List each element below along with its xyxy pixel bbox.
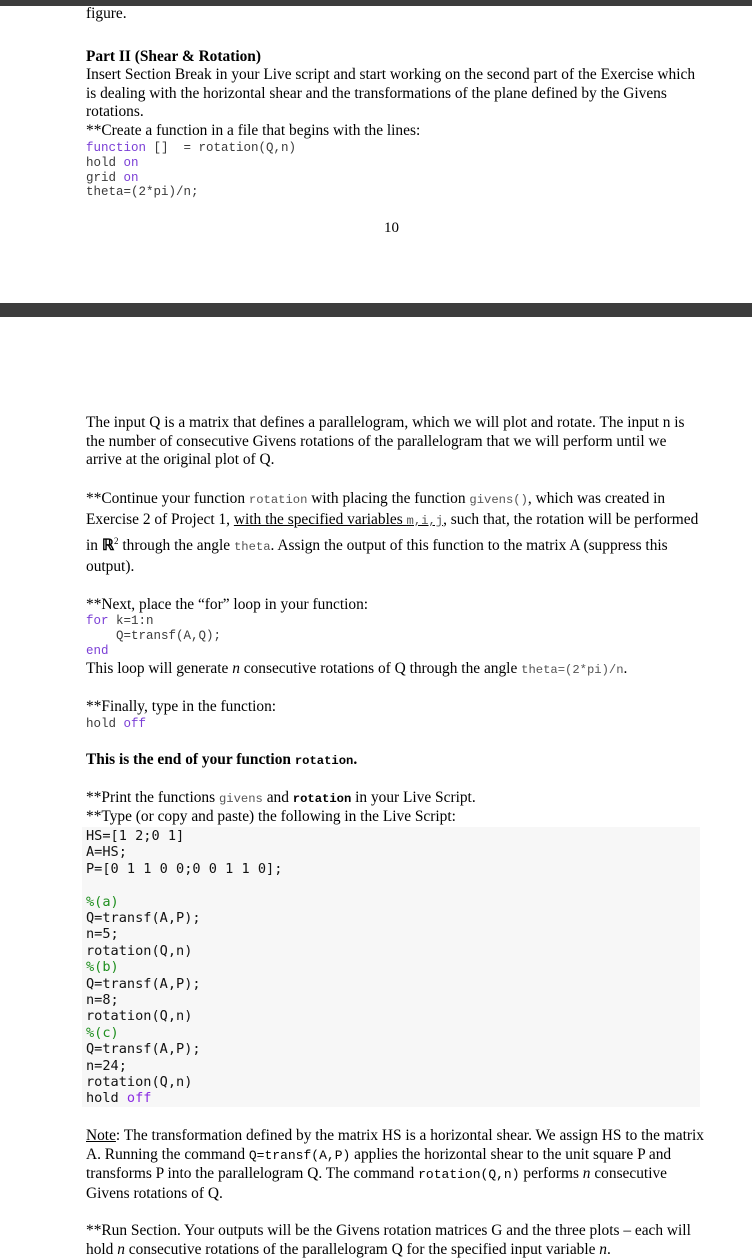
note-code-rotation: rotation(Q,n) (418, 1167, 520, 1182)
for-range: k=1:n (108, 614, 154, 629)
run-n2: n (599, 1240, 607, 1258)
continue-underlined-text: with the specified variables (233, 511, 407, 528)
continue-givens-code: givens() (469, 492, 528, 507)
code-line: Q=transf(A,P); (86, 910, 201, 927)
end-note-code: rotation (294, 754, 354, 769)
note-code-transf: Q=transf(A,P) (248, 1147, 351, 1163)
print-text-c: in your Live Script. (351, 788, 476, 806)
page-11-content (86, 414, 706, 827)
loop-text-b: consecutive rotations of Q through the angle (239, 659, 522, 677)
for-body: Q=transf(A,Q); (86, 628, 222, 643)
code-comment-line: %(a) (86, 893, 119, 910)
code-line: A=HS; (86, 844, 127, 861)
continue-text-c: , which was created in Exercise 2 of Project 1, (86, 489, 666, 528)
continue-text-a: **Continue your function (86, 489, 249, 507)
continue-paragraph (86, 489, 706, 577)
code-function-signature: [] = rotation(Q,n) (146, 141, 297, 155)
code-comment-line: %(b) (86, 959, 119, 976)
loop-text-c: . (623, 659, 628, 677)
print-rotation-code: rotation (292, 791, 352, 806)
code-grid-on: on (123, 170, 139, 185)
note-text-d: consecutive Givens rotations of Q. (86, 1165, 667, 1202)
part2-heading: Part II (Shear & Rotation) (86, 47, 261, 65)
run-text-a: **Run Section. Your outputs will be the Givens rotation matrices G and the three plots – each will hold (86, 1222, 691, 1258)
page-number: 10 (384, 220, 399, 236)
end-note-period: . (353, 751, 358, 769)
run-paragraph (86, 1222, 706, 1259)
continue-underlined (234, 511, 443, 528)
code-line: HS=[1 2;0 1] (86, 828, 185, 844)
live-script-code (86, 828, 282, 1107)
page-10-content (86, 5, 706, 200)
note-text-a: : The transformation defined by the matrix HS is a horizontal shear. We assign HS to the matrix A. Running the command (86, 1127, 704, 1163)
real-numbers-symbol: ℝ (101, 536, 115, 554)
code-line: n=5; (86, 926, 119, 943)
note-text-c: performs (519, 1165, 583, 1182)
create-instruction: **Create a function in a file that begins with the lines: (86, 121, 421, 139)
for-loop-code (86, 614, 706, 658)
end-of-function-note (86, 751, 706, 771)
type-instruction: **Type (or copy and paste) the following in the Live Script: (86, 808, 456, 826)
continue-text-d: , such that, the rotation will be performed in (86, 511, 699, 554)
code-line: rotation(Q,n) (86, 1008, 193, 1025)
code-line: rotation(Q,n) (86, 942, 193, 959)
function-header-code (86, 141, 706, 200)
next-instruction: **Next, place the “for” loop in your function: (86, 595, 369, 613)
run-text-c: . (607, 1240, 611, 1258)
run-text-b: consecutive rotations of the parallelogram Q for the specified input variable (124, 1240, 600, 1258)
code-line-hold-off (86, 1090, 282, 1106)
note-n: n (582, 1165, 591, 1182)
note-section (86, 1127, 706, 1259)
code-line: Q=transf(A,P); (86, 975, 201, 992)
input-paragraph (86, 414, 706, 470)
continue-text-e: through the angle (118, 536, 234, 554)
end-note-text: This is the end of your function (86, 751, 295, 769)
code-line: P=[0 1 1 0 0;0 0 1 1 0]; (86, 860, 283, 877)
continue-theta-code: theta (233, 539, 271, 554)
code-function-keyword: function (86, 141, 147, 155)
continue-rotation-code: rotation (248, 492, 308, 507)
note-label: Note (86, 1127, 116, 1144)
hold-off-keyword: off (123, 716, 147, 731)
print-text-b: and (262, 788, 293, 806)
real-numbers-superscript: 2 (114, 535, 119, 546)
code-line: rotation(Q,n) (86, 1074, 193, 1091)
run-n: n (117, 1240, 125, 1258)
note-paragraph (86, 1127, 706, 1203)
code-theta: theta=(2*pi)/n; (86, 185, 199, 200)
code-line (86, 877, 282, 893)
print-instruction (86, 789, 706, 809)
page-separator (0, 303, 752, 317)
input-paragraph-text: The input Q is a matrix that defines a parallelogram, which we will plot and rotate. The input n is the number of consecutive Givens rotations of the parallelogram that we will perform until we arrive at the original plot of Q. (86, 414, 685, 468)
code-hold: hold (86, 155, 124, 170)
note-text-b: applies the horizontal shear to the unit square P and transforms P into the parallelogram Q. The command (86, 1145, 672, 1182)
loop-text-a: This loop will generate (86, 659, 233, 677)
code-line: Q=transf(A,P); (86, 1041, 201, 1058)
continue-vars-code: m,i,j (406, 514, 444, 528)
print-givens-code: givens (218, 791, 263, 806)
hold-keyword: hold (86, 716, 124, 731)
continue-text-f: . Assign the output of this function to the matrix A (suppress this output). (86, 536, 668, 576)
loop-paragraph (86, 660, 706, 680)
end-keyword: end (86, 643, 109, 658)
continue-text-b: with placing the function (307, 489, 470, 507)
off-keyword: off (126, 1090, 152, 1107)
code-comment-line: %(c) (86, 1024, 119, 1041)
finally-instruction: **Finally, type in the function: (86, 698, 277, 716)
code-grid: grid (86, 170, 124, 185)
for-keyword: for (86, 614, 109, 629)
print-text-a: **Print the functions (86, 788, 219, 806)
top-fragment: figure. (86, 5, 127, 22)
code-line: n=8; (86, 992, 119, 1009)
loop-theta-code: theta=(2*pi)/n (521, 662, 624, 677)
loop-n: n (232, 659, 240, 677)
hold-keyword: hold (86, 1090, 127, 1107)
part2-intro: Insert Section Break in your Live script and start working on the second part of the Exercise which is dealing with the horizontal shear and the transformations of the plane defined by the Givens rotations. (86, 66, 696, 120)
code-line: n=24; (86, 1057, 127, 1074)
hold-off-code (86, 717, 706, 732)
code-hold-on: on (123, 155, 139, 170)
